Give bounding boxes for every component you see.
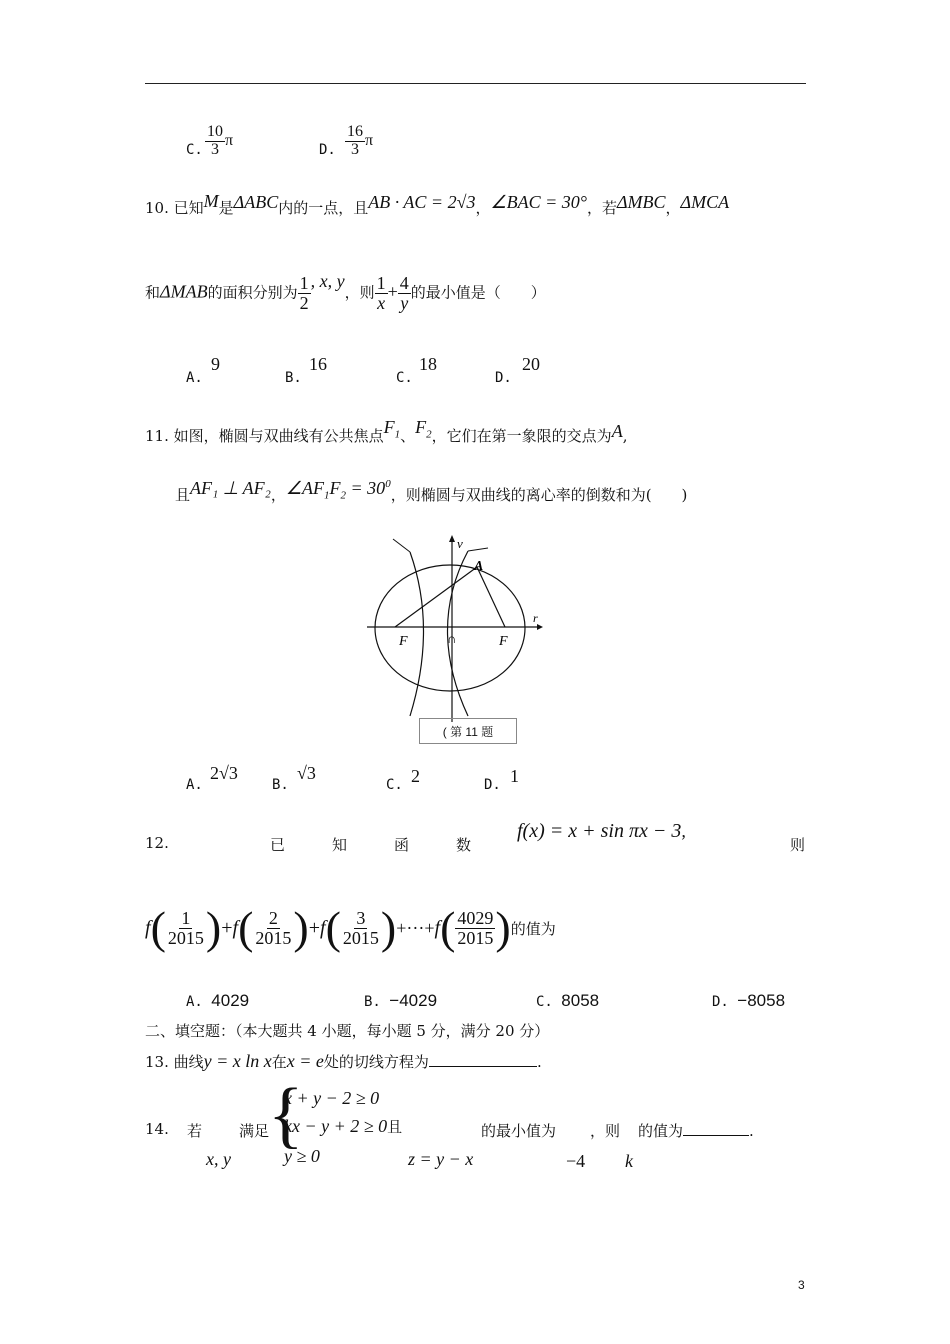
q14-text-4: 的最小值为 — [481, 1122, 557, 1140]
q14-xy: x, y — [206, 1149, 231, 1169]
q10-line2: 和ΔMAB的面积分别为 $\frac{1}{2}$ , x, y，则 $\frac{1}{x}$ + $\frac{4}{y}$ 的最小值是（ ） — [145, 271, 546, 313]
q11-figure — [365, 532, 545, 722]
q11-option-c: C. — [386, 777, 403, 793]
q11-option-a: A. — [186, 777, 203, 793]
q14-text-2: 满足 — [239, 1122, 270, 1140]
q14-answer-blank[interactable] — [683, 1135, 749, 1136]
q12-word-1: 已 — [270, 836, 286, 854]
q10-line1: 10. 已知M是ΔABC内的一点，且AB · AC = 2√3，∠BAC = 30°，若ΔMBC，ΔMCA — [145, 191, 730, 217]
q12-function: f(x) = x + sin πx − 3, — [517, 820, 686, 842]
q14-min-value: −4 — [566, 1151, 586, 1171]
section-heading: 二、填空题：（本大题共 4 小题，每小题 5 分，满分 20 分） — [145, 1022, 550, 1040]
x-axis-arrow — [537, 624, 543, 630]
hyperbola-left-top — [393, 539, 410, 552]
figure-caption: ( 第 11 题 — [419, 718, 517, 744]
q12-sum-expression: f ( $\frac{1}{2015}$ ) + f ( $\frac{2}{2015}$ ) + f ( $\frac{3}{2015}$ ) +···+ f ( $\frac{4029}{2015}$ ) 的值为 — [145, 902, 556, 953]
q14-constraint-2: kx − y + 2 ≥ 0且 — [284, 1116, 403, 1136]
y-axis-arrow — [449, 535, 455, 542]
q12-word-2: 知 — [332, 836, 348, 854]
q12-option-c: C. 8058 — [536, 991, 600, 1010]
q10-option-a: A. — [186, 370, 203, 386]
point-a-label: A — [474, 559, 484, 574]
ellipse — [375, 565, 525, 691]
q13-line: 13. 曲线y = x ln x在x = e处的切线方程为 . — [145, 1051, 542, 1071]
y-axis-label: v — [457, 536, 463, 551]
q11-option-a-value: 2√3 — [210, 763, 238, 783]
q14-constraint-3: y ≥ 0 — [284, 1146, 320, 1166]
origin-label: ∩ — [447, 631, 457, 646]
focus-right-label: F — [499, 634, 508, 649]
question-number: 11. — [145, 427, 169, 445]
q10-option-a-value: 9 — [211, 354, 220, 374]
q14-k: k — [625, 1151, 633, 1171]
hyperbola-left-branch — [410, 552, 424, 716]
q14-objective: z = y − x — [408, 1149, 474, 1169]
q11-option-d: D. — [484, 777, 501, 793]
q11-line1: 11. 如图，椭圆与双曲线有公共焦点$F_1$、$F_2$，它们在第一象限的交点为A, — [145, 417, 628, 445]
q9-option-d-value: $\frac{16}{3}$ π — [347, 123, 374, 158]
q12-option-b: B. −4029 — [364, 991, 438, 1010]
q10-option-d-value: 20 — [522, 354, 540, 374]
q12-number: 12. — [145, 834, 169, 852]
q14-brace: { — [268, 1074, 304, 1156]
question-number: 13. — [145, 1053, 169, 1071]
q9-option-c-value: $\frac{10}{3}$ π — [207, 123, 234, 158]
q10-option-c: C. — [396, 370, 413, 386]
q10-option-b: B. — [285, 370, 302, 386]
q12-word-4: 数 — [456, 836, 472, 854]
page-number: 3 — [798, 1278, 805, 1292]
q10-option-c-value: 18 — [419, 354, 437, 374]
q10-option-b-value: 16 — [309, 354, 327, 374]
q13-answer-blank[interactable] — [429, 1066, 537, 1067]
q12-option-a: A. 4029 — [186, 991, 250, 1010]
question-number: 10. — [145, 199, 169, 217]
header-rule — [145, 83, 806, 84]
q10-option-d: D. — [495, 370, 512, 386]
segment-af2 — [477, 567, 505, 627]
q9-option-c: C. — [186, 142, 203, 158]
q14-constraint-1: x + y − 2 ≥ 0 — [284, 1088, 380, 1108]
q14-text-1: 若 — [187, 1122, 203, 1140]
hyperbola-right-top — [468, 548, 488, 551]
q11-option-d-value: 1 — [510, 766, 519, 786]
q14-text-5: ，则 — [590, 1122, 621, 1140]
focus-left-label: F — [399, 634, 408, 649]
q11-option-b: B. — [272, 777, 289, 793]
q12-word-3: 函 — [394, 836, 410, 854]
x-axis-label: r — [533, 611, 538, 625]
q9-option-d: D. — [319, 142, 336, 158]
q12-word-5: 则 — [790, 836, 806, 854]
q11-option-c-value: 2 — [411, 766, 420, 786]
q12-option-d: D. −8058 — [712, 991, 786, 1010]
q14-text-6: 的值为 . — [638, 1122, 754, 1140]
q11-line2: 且AF₁ ⊥ AF₂，$\angle AF_1F_2 = 30^0$，则椭圆与双曲线的离心率的倒数和为( ) — [175, 478, 688, 504]
q14-number: 14. — [145, 1120, 169, 1138]
q11-option-b-value: √3 — [297, 763, 316, 783]
